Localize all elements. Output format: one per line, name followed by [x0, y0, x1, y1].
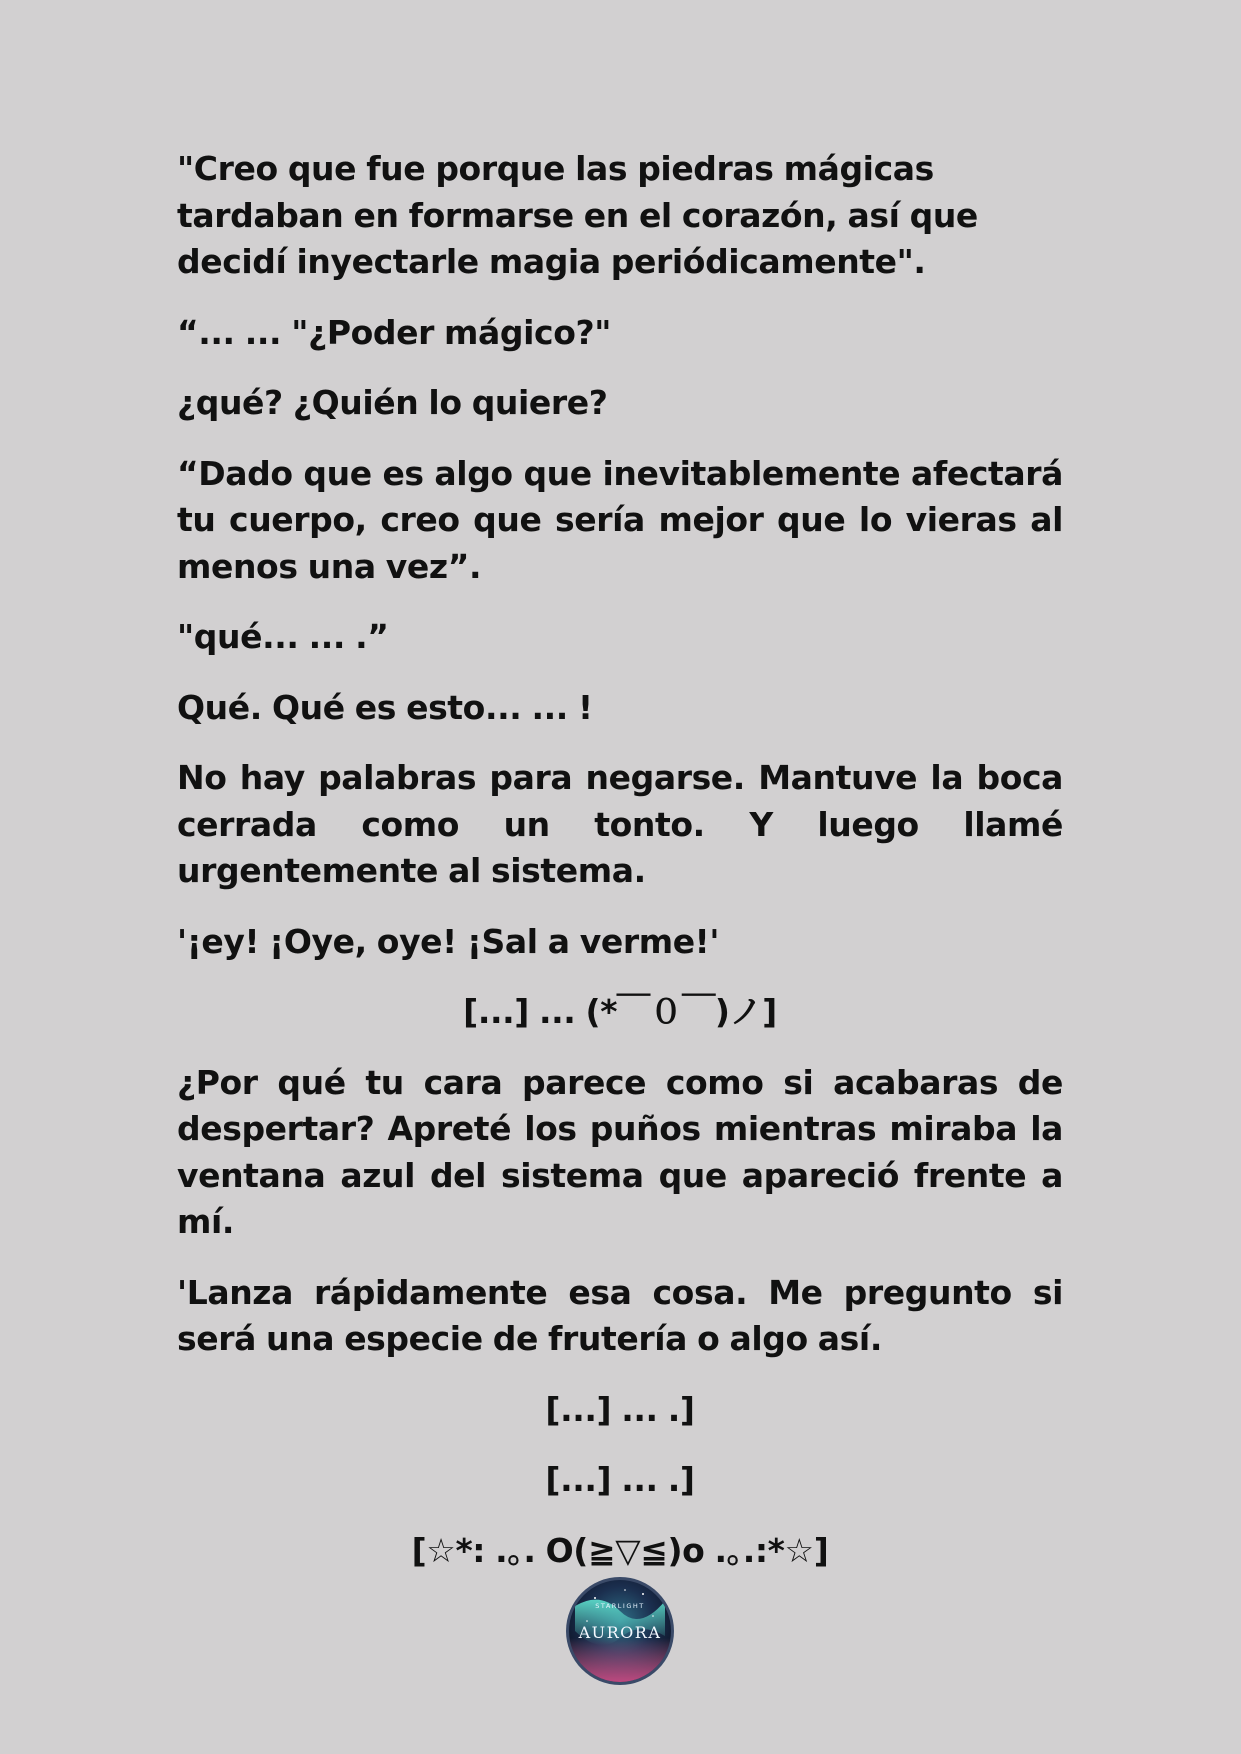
paragraph-8: '¡ey! ¡Oye, oye! ¡Sal a verme!' [177, 921, 720, 961]
aurora-logo [565, 1576, 675, 1686]
system-message-4: [☆*: .｡. O(≧▽≦)o .｡.:*☆] [411, 1530, 829, 1570]
paragraph-2: “... ... "¿Poder mágico?" [177, 312, 611, 352]
system-message-2: [...] ... .] [545, 1389, 695, 1429]
paragraph-3: ¿qué? ¿Quién lo quiere? [177, 383, 608, 422]
system-message-3: [...] ... .] [545, 1460, 695, 1499]
document-body [177, 146, 1063, 1598]
aurora-logo-icon [565, 1576, 675, 1686]
paragraph-4: “Dado que es algo que inevitablemente afectará tu cuerpo, creo que sería mejor que lo vieras al menos una vez”. [177, 453, 1063, 586]
paragraph-11: 'Lanza rápidamente esa cosa. Me pregunto si será una especie de frutería o algo así. [177, 1272, 1063, 1358]
paragraph-10: ¿Por qué tu cara parece como si acabaras de despertar? Apreté los puños mientras miraba la ventana azul del sistema que apareció frente a mí. [177, 1062, 1063, 1241]
paragraph-6: Qué. Qué es esto... ... ! [177, 687, 593, 727]
system-message-1: [...] ... (*￣０￣)ノ] [463, 992, 777, 1031]
logo-main-text: AURORA [578, 1623, 662, 1642]
paragraph-7: No hay palabras para negarse. Mantuve la boca cerrada como un tonto. Y luego llamé urgentemente al sistema. [177, 758, 1063, 890]
logo-top-text: STARLIGHT [595, 1602, 645, 1610]
paragraph-1: "Creo que fue porque las piedras mágicas tardaban en formarse en el corazón, así que decidí inyectarle magia periódicamente". [177, 149, 978, 281]
paragraph-5: "qué... ... .” [177, 617, 389, 656]
